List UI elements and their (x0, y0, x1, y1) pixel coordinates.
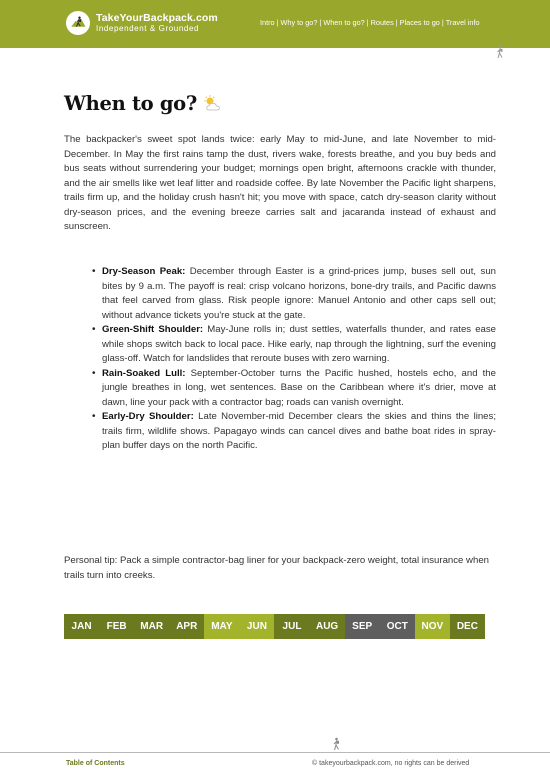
site-header (0, 0, 550, 48)
section-heading (64, 92, 223, 115)
nav-separator: | (395, 18, 398, 27)
nav-item-intro[interactable]: Intro (260, 18, 275, 27)
hiker-icon (331, 737, 342, 751)
month-feb[interactable]: FEB (99, 614, 134, 639)
month-may[interactable]: MAY (204, 614, 239, 639)
list-item (102, 265, 496, 323)
season-list (102, 265, 496, 454)
period-name: Early-Dry Shoulder: (102, 411, 194, 422)
list-item (102, 367, 496, 411)
period-name: Dry-Season Peak: (102, 266, 186, 277)
period-description: September-October turns the Pacific hushed, hostels echo, and the jungle breathes in long, wet sentences. Base on the Caribbean where it's drier, move at dawn, line your pack with a contractor bag; roads can vanish overnight. (102, 367, 496, 408)
personal-tip: Personal tip: Pack a simple contractor-bag liner for your backpack-zero weight, total insurance when trails turn into creeks. (64, 555, 489, 581)
hiker-logo-icon (69, 14, 87, 32)
nav-separator: | (366, 18, 369, 27)
month-sep[interactable]: SEP (345, 614, 380, 639)
footer-divider (0, 752, 550, 753)
month-apr[interactable]: APR (169, 614, 204, 639)
nav-item-why-to-go[interactable]: Why to go? (280, 18, 318, 27)
nav-separator: | (441, 18, 444, 27)
brand[interactable] (96, 12, 218, 34)
list-item (102, 323, 496, 367)
period-name: Rain-Soaked Lull: (102, 367, 186, 379)
nav-separator: | (319, 18, 322, 27)
month-jul[interactable]: JUL (274, 614, 309, 639)
nav-item-places-to-go[interactable]: Places to go (399, 18, 440, 27)
month-jan[interactable]: JAN (64, 614, 99, 639)
period-name: Green-Shift Shoulder: (102, 324, 204, 335)
nav-item-travel-info[interactable]: Travel info (445, 18, 480, 27)
month-nov[interactable]: NOV (415, 614, 450, 639)
hiker-icon (495, 45, 505, 59)
list-item (102, 410, 496, 454)
nav-item-when-to-go[interactable]: When to go? (323, 18, 365, 27)
month-oct[interactable]: OCT (380, 614, 415, 639)
copyright-notice: © takeyourbackpack.com, no rights can be derived (312, 760, 470, 767)
top-nav (260, 18, 480, 27)
month-jun[interactable]: JUN (239, 614, 274, 639)
month-calendar-bar (64, 614, 485, 639)
nav-item-routes[interactable]: Routes (370, 18, 394, 27)
brand-tagline: Independent & Grounded (96, 24, 200, 33)
logo[interactable] (66, 11, 90, 35)
month-mar[interactable]: MAR (134, 614, 169, 639)
nav-separator: | (276, 18, 279, 27)
period-description: May-June rolls in; dust settles, waterfalls thunder, and rates ease while shops switch back to local pace. Hike early, nap through the lightning, surf the evening glass-off. Watch for landslides that reroute buses with zero warning. (102, 324, 496, 364)
intro-paragraph: The backpacker's sweet spot lands twice: early May to mid-June, and late November to mid-December. In May the first rains tamp the dust, rivers wake, forests breathe, and you buy beds and bus seats without surrendering your budget; mornings open bright, afternoons crackle with thunder, and the air smells like wet leaf litter and roadside coffee. By late November the Pacific light sharpens, trails firm up, and the holiday crush hasn't hit; you move with space, catch dry-season clarity without dry-season prices, and the evening breeze carries salt and jacaranda instead of exhaust and sunscreen. (64, 134, 496, 232)
period-description: Late November-mid December clears the skies and thins the lines; trails firm, wildlife shows. Papagayo winds can cancel dives and bathe boat rides in spray-plan buffer days on the north Pacific. (102, 411, 496, 451)
sun-behind-cloud-icon (203, 95, 223, 113)
brand-name: TakeYourBackpack.com (96, 12, 218, 24)
page-title: When to go? (64, 92, 198, 115)
month-dec[interactable]: DEC (450, 614, 485, 639)
period-description: December through Easter is a grind-prices jump, buses sell out, sun bites by 9 a.m. The payoff is real: crisp volcano horizons, bone-dry trails, and Pacific dawns that feel carved from glass. Risk people ignore: Manuel Antonio and other caps sell out; without advance tickets you're stuck at the gate. (102, 266, 496, 321)
month-aug[interactable]: AUG (310, 614, 345, 639)
table-of-contents-link[interactable]: Table of Contents (66, 760, 125, 767)
